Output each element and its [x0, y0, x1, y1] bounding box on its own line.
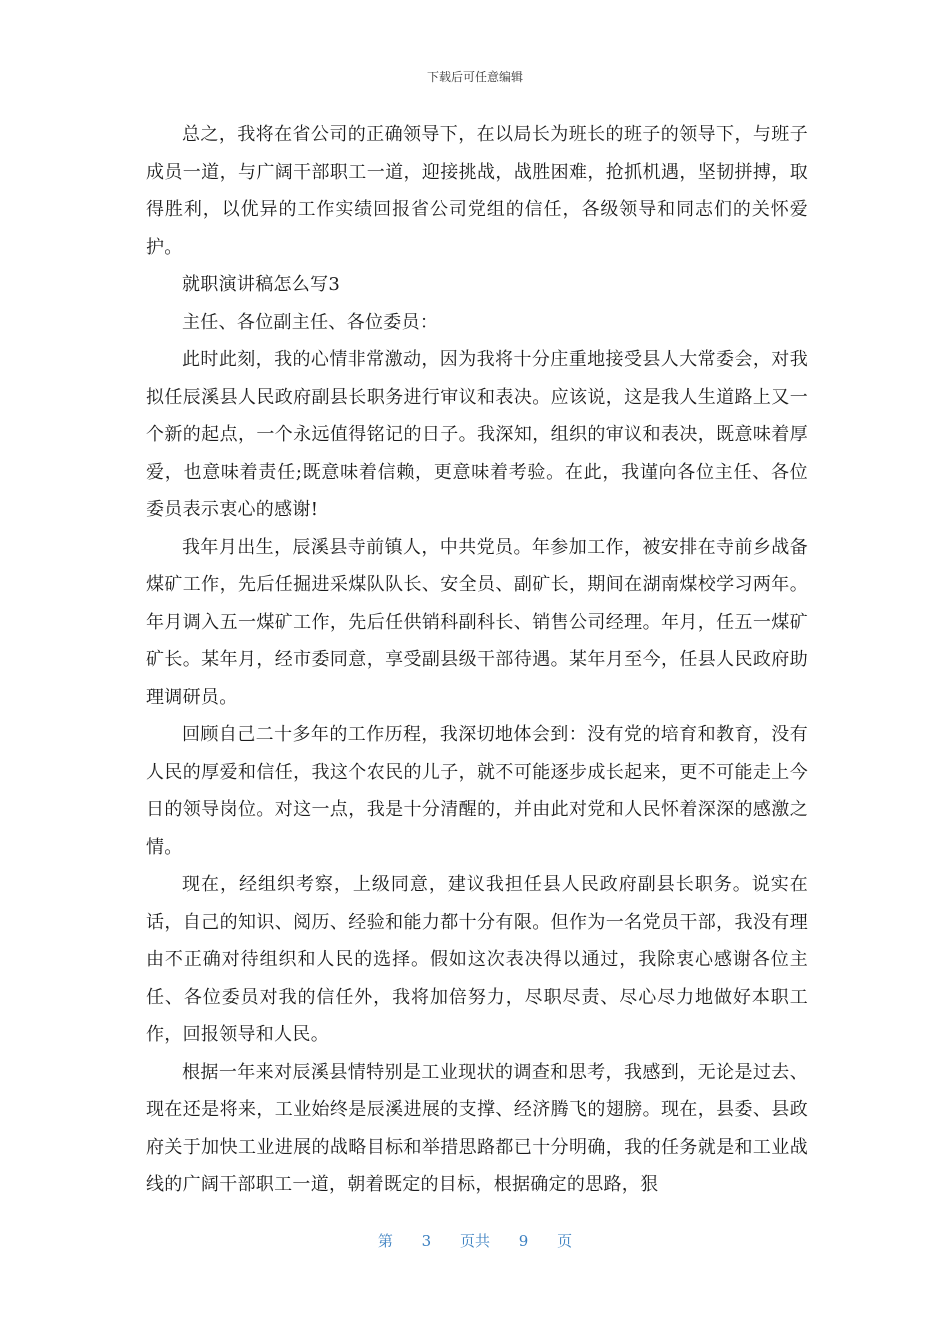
paragraph-commitment: 现在，经组织考察，上级同意，建议我担任县人民政府副县长职务。说实在话，自己的知识、阅历、经验和能力都十分有限。但作为一名党员干部，我没有理由不正确对待组织和人民的选择。假如这次表决得以通过，我除衷心感谢各位主任、各位委员对我的信任外，我将加倍努力，尽职尽责、尽心尽力地做好本职工作，回报领导和人民。 — [146, 874, 808, 1045]
paragraph-biography: 我年月出生，辰溪县寺前镇人，中共党员。年参加工作，被安排在寺前乡战备煤矿工作，先后任掘进采煤队队长、安全员、副矿长，期间在湖南煤校学习两年。年月调入五一煤矿工作，先后任供销科副科长、销售公司经理。年月，任五一煤矿矿长。某年月，经市委同意，享受副县级干部待遇。某年月至今，任县人民政府助理调研员。 — [146, 536, 808, 708]
page-number-footer — [0, 1230, 950, 1251]
section-title: 就职演讲稿怎么写3 — [182, 274, 341, 295]
paragraph-conclusion: 总之，我将在省公司的正确领导下，在以局长为班长的班子的领导下，与班子成员一道，与广阔干部职工一道，迎接挑战，战胜困难，抢抓机遇，坚韧拼搏，取得胜利，以优异的工作实绩回报省公司党组的信任，各级领导和同志们的关怀爱护。 — [146, 124, 808, 258]
footer-total-pages: 9 — [518, 1232, 529, 1250]
paragraph-reflection: 回顾自己二十多年的工作历程，我深切地体会到：没有党的培育和教育，没有人民的厚爱和信任，我这个农民的儿子，就不可能逐步成长起来，更不可能走上今日的领导岗位。对这一点，我是十分清醒的，并由此对党和人民怀着深深的感激之情。 — [146, 724, 808, 858]
page-header-note: 下载后可任意编辑 — [426, 70, 523, 84]
document-body — [146, 116, 808, 1204]
paragraph-industry: 根据一年来对辰溪县情特别是工业现状的调查和思考，我感到，无论是过去、现在还是将来，工业始终是辰溪进展的支撑、经济腾飞的翅膀。现在，县委、县政府关于加快工业进展的战略目标和举措思路都已十分明确，我的任务就是和工业战线的广阔干部职工一道，朝着既定的目标，根据确定的思路，狠 — [146, 1061, 808, 1195]
footer-current-page: 3 — [421, 1232, 432, 1250]
footer-prefix: 第 — [377, 1232, 393, 1250]
footer-middle: 页共 — [459, 1232, 490, 1250]
paragraph-opening: 此时此刻，我的心情非常激动，因为我将十分庄重地接受县人大常委会，对我拟任辰溪县人民政府副县长职务进行审议和表决。应该说，这是我人生道路上又一个新的起点，一个永远值得铭记的日子。我深知，组织的审议和表决，既意味着厚爱，也意味着责任;既意味着信赖，更意味着考验。在此，我谨向各位主任、各位委员表示衷心的感谢! — [146, 349, 808, 520]
footer-suffix: 页 — [557, 1232, 573, 1250]
salutation: 主任、各位副主任、各位委员： — [182, 311, 439, 333]
